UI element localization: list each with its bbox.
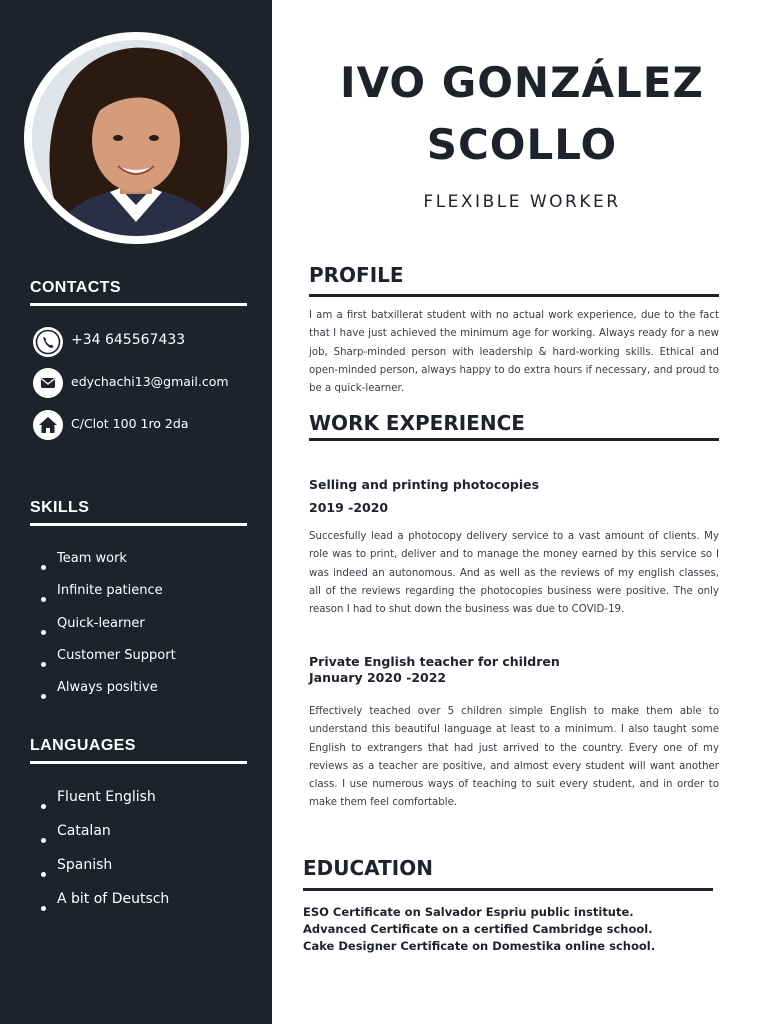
language-item: Catalan — [41, 823, 169, 857]
skill-item: Infinite patience — [41, 583, 176, 615]
profile-text: I am a first batxillerat student with no actual work experience, due to the fact that I have just achieved the minimum age for working. Always ready for a new job, Sharp-minded person with leadership & hard-working skills. Ethical and open-minded person, always happy to do extra hours if necessary, and proud to be a quick-learner. — [309, 310, 719, 395]
education-heading: EDUCATION — [303, 856, 433, 880]
job-date: January 2020 -2022 — [309, 670, 447, 685]
person-name-line2: SCOLLO — [426, 120, 618, 169]
education-item: Advanced Certificate on a certified Cambridge school. — [303, 922, 653, 936]
skill-item: Quick-learner — [41, 616, 176, 648]
education-item: ESO Certificate on Salvador Espriu public institute. — [303, 905, 634, 919]
envelope-icon — [33, 368, 63, 398]
sidebar — [0, 0, 272, 1024]
profile-heading: PROFILE — [309, 263, 404, 287]
skills-list — [41, 551, 176, 712]
education-item: Cake Designer Certificate on Domestika online school. — [303, 939, 656, 953]
languages-divider — [30, 761, 247, 764]
language-item: A bit of Deutsch — [41, 891, 169, 925]
contacts-heading: CONTACTS — [30, 279, 121, 296]
job-date: 2019 -2020 — [309, 500, 389, 515]
person-name — [272, 52, 768, 176]
job-title: Private English teacher for children — [309, 654, 560, 669]
skill-item: Always positive — [41, 680, 176, 712]
job-description: Effectively teached over 5 children simple English to make them able to understand this beautiful language at least to a minimum. I also taught some English to extrangers that had just arrived to the country. Every one of my reviews as a teacher are positive, and almost every student will want another class. I use numerous ways of teaching to suit every student, and in order to make them feel comfortable. — [309, 706, 719, 809]
contacts-divider — [30, 303, 247, 306]
person-role: FLEXIBLE WORKER — [423, 192, 621, 212]
phone-icon — [33, 327, 63, 357]
work-experience-heading: WORK EXPERIENCE — [309, 411, 525, 435]
contact-phone-text[interactable]: +34 645567433 — [71, 332, 186, 348]
language-item: Spanish — [41, 857, 169, 891]
contact-address-text: C/Clot 100 1ro 2da — [71, 416, 189, 431]
contact-email-text[interactable]: edychachi13@gmail.com — [71, 374, 229, 389]
home-icon — [33, 410, 63, 440]
skill-item: Customer Support — [41, 648, 176, 680]
profile-photo — [32, 40, 241, 236]
job-title: Selling and printing photocopies — [309, 477, 540, 492]
languages-list — [41, 789, 169, 925]
skill-item: Team work — [41, 551, 176, 583]
work-experience-divider — [309, 438, 719, 441]
main-content — [272, 0, 768, 1024]
languages-heading: LANGUAGES — [30, 737, 136, 754]
skills-heading: SKILLS — [30, 499, 90, 516]
job-description: Succesfully lead a photocopy delivery service to a vast amount of clients. My role was to print, deliver and to manage the money earned by this service so I was indeed an autonomous. And as well as the reviews of my english classes, all of the reviews regarding the photocopies business were positive. The only reason I had to shut down the business was due to COVID-19. — [309, 531, 719, 616]
education-divider — [303, 888, 713, 891]
person-name-line1: IVO GONZÁLEZ — [340, 58, 704, 107]
profile-divider — [309, 294, 719, 297]
profile-photo-frame — [24, 32, 249, 244]
skills-divider — [30, 523, 247, 526]
language-item: Fluent English — [41, 789, 169, 823]
